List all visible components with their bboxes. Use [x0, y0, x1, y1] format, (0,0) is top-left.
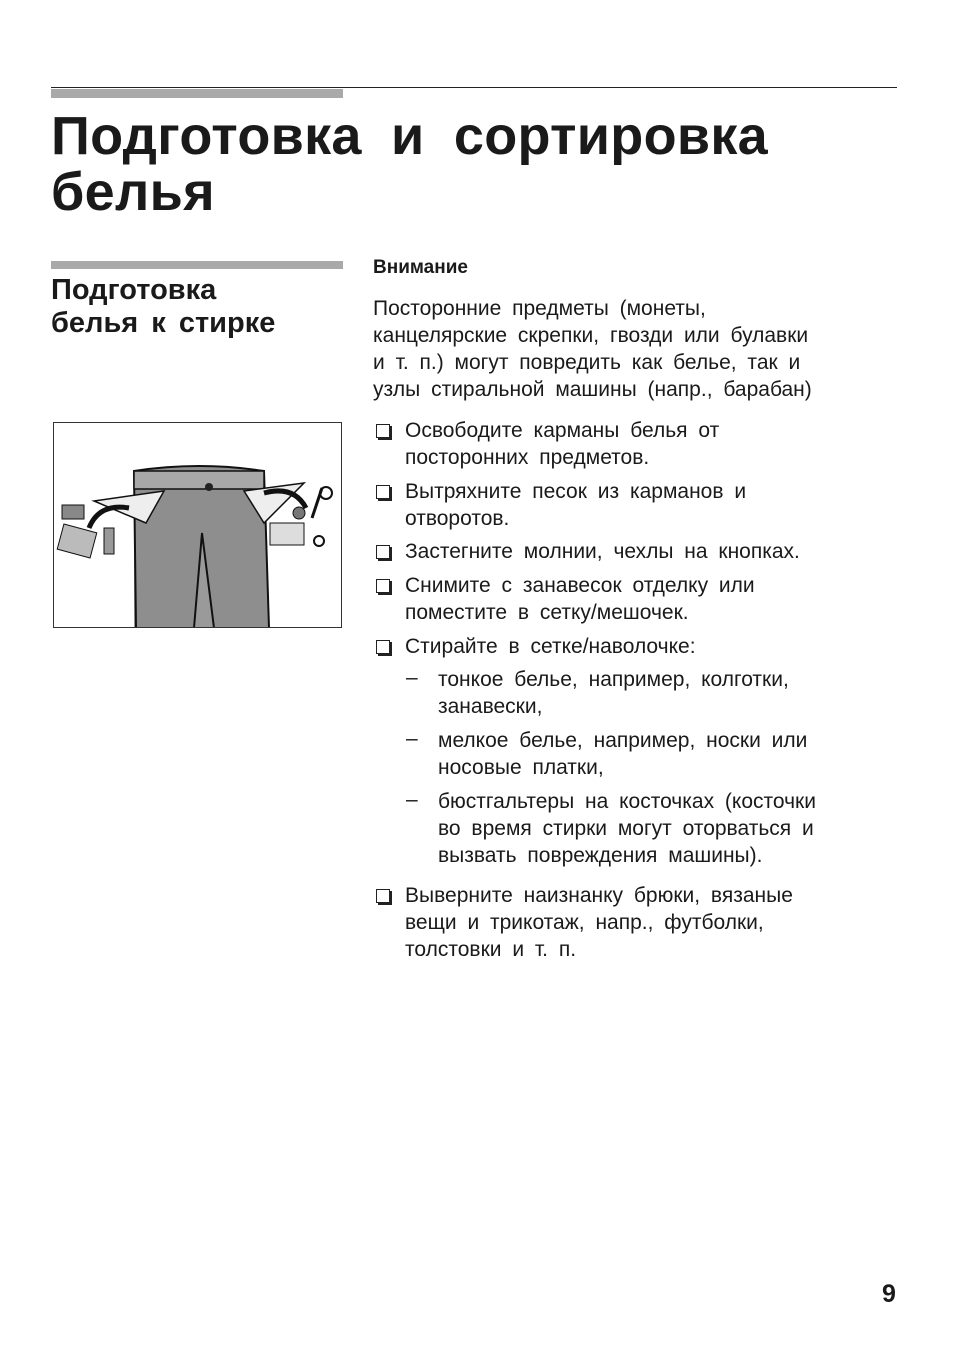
trousers-pockets-illustration	[53, 422, 342, 628]
title-line: Подготовка и сортировка	[51, 106, 769, 166]
checkbox-icon	[376, 579, 390, 593]
text-line: Стирайте в сетке/наволочке:	[405, 635, 696, 658]
section-title	[51, 274, 275, 340]
checkbox-icon	[376, 889, 390, 903]
text-line: вещи и трикотаж, напр., футболки,	[405, 911, 764, 934]
checklist-item	[405, 572, 755, 626]
page-number: 9	[882, 1280, 896, 1308]
dash-bullet: –	[406, 788, 418, 811]
text-line: Вытряхните песок из карманов и	[405, 480, 747, 503]
text-line: во время стирки могут оторваться и	[438, 817, 814, 840]
sublist-item	[438, 788, 816, 869]
text-line: Застегните молнии, чехлы на кнопках.	[405, 540, 800, 563]
checklist-item	[405, 882, 793, 963]
dash-bullet: –	[406, 727, 418, 750]
checkbox-icon	[376, 640, 390, 654]
title-line: белья	[51, 162, 215, 222]
text-line: мелкое белье, например, носки или	[438, 729, 808, 752]
checklist-item	[405, 633, 696, 660]
checkbox-icon	[376, 424, 390, 438]
text-line: и т. п.) могут повредить как белье, так и	[373, 351, 801, 374]
text-line: Посторонние предметы (монеты,	[373, 297, 706, 320]
text-line: отворотов.	[405, 507, 510, 530]
text-line: вызвать повреждения машины).	[438, 844, 763, 867]
text-line: Снимите с занавесок отделку или	[405, 574, 755, 597]
text-line: канцелярские скрепки, гвозди или булавки	[373, 324, 809, 347]
sublist-item	[438, 727, 807, 781]
attention-heading: Внимание	[373, 257, 468, 278]
text-line: узлы стиральной машины (напр., барабан)	[373, 378, 812, 401]
page-title	[51, 108, 768, 220]
section-title-line: белья к стирке	[51, 307, 276, 339]
attention-text	[373, 295, 812, 403]
text-line: толстовки и т. п.	[405, 938, 577, 961]
text-line: носовые платки,	[438, 756, 604, 779]
title-bar	[51, 89, 343, 98]
checklist-item	[405, 538, 800, 565]
top-rule	[51, 87, 897, 88]
text-line: посторонних предметов.	[405, 446, 650, 469]
section-title-line: Подготовка	[51, 274, 217, 306]
checkbox-icon	[376, 545, 390, 559]
section-bar	[51, 261, 343, 269]
checklist-item	[405, 417, 719, 471]
text-line: Выверните наизнанку брюки, вязаные	[405, 884, 793, 907]
text-line: Освободите карманы белья от	[405, 419, 720, 442]
dash-bullet: –	[406, 666, 418, 689]
text-line: занавески,	[438, 695, 543, 718]
text-line: тонкое белье, например, колготки,	[438, 668, 789, 691]
text-line: бюстгальтеры на косточках (косточки	[438, 790, 816, 813]
checklist-item	[405, 478, 746, 532]
sublist-item	[438, 666, 789, 720]
checkbox-icon	[376, 485, 390, 499]
text-line: поместите в сетку/мешочек.	[405, 601, 689, 624]
